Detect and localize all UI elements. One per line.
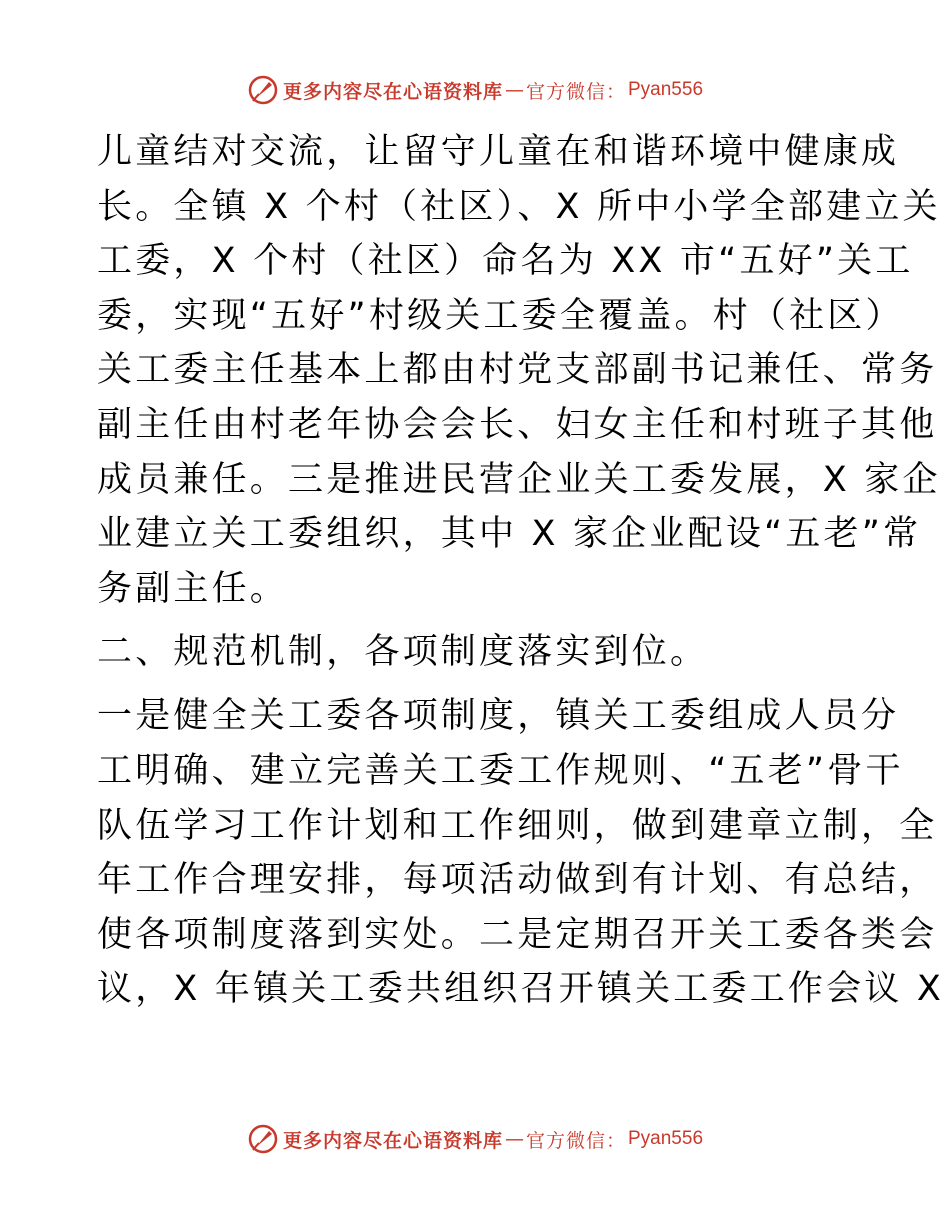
text-line: 委，实现“五好”村级关工委全覆盖。村（社区） (97, 295, 904, 336)
footer-banner-text: 更多内容尽在心语资料库 (282, 1129, 503, 1152)
header-separator: — (504, 79, 524, 101)
header-banner-text: 更多内容尽在心语资料库 (282, 80, 503, 103)
text-line: 一是健全关工委各项制度，镇关工委组成人员分 (97, 696, 900, 737)
paragraph-2 (97, 689, 945, 1017)
text-line: 工委，X 个村（社区）命名为 XX 市“五好”关工 (97, 241, 914, 282)
paragraph-1 (97, 125, 941, 616)
text-line: 关工委主任基本上都由村党支部副书记兼任、常务 (97, 350, 938, 391)
section-heading: 二、规范机制，各项制度落实到位。 (97, 632, 709, 673)
text-line: 长。全镇 X 个村（社区）、X 所中小学全部建立关 (97, 186, 941, 227)
quill-pen-logo-icon (247, 1123, 279, 1155)
header-wechat-id: Pyan556 (628, 79, 704, 100)
document-body (97, 125, 945, 1017)
text-line: 儿童结对交流，让留守儿童在和谐环境中健康成 (97, 132, 900, 172)
footer-wechat-label: 官方微信： (525, 1129, 626, 1152)
text-line: 成员兼任。三是推进民营企业关工委发展，X 家企 (97, 459, 941, 500)
text-line: 议，X 年镇关工委共组织召开镇关工委工作会议 X (97, 969, 945, 1010)
header-wechat-label: 官方微信： (525, 80, 626, 103)
text-line: 年工作合理安排，每项活动做到有计划、有总结， (97, 860, 938, 901)
text-line: 工明确、建立完善关工委工作规则、“五老”骨干 (97, 750, 904, 791)
quill-pen-logo-icon (247, 74, 279, 106)
text-line: 使各项制度落到实处。二是定期召开关工委各类会 (97, 914, 938, 955)
footer-separator: — (504, 1128, 524, 1150)
text-line: 队伍学习工作计划和工作细则，做到建章立制，全 (97, 805, 938, 846)
header-banner (0, 70, 950, 110)
text-line: 业建立关工委组织，其中 X 家企业配设“五老”常 (97, 514, 922, 555)
text-line: 务副主任。 (97, 568, 289, 609)
footer-wechat-id: Pyan556 (628, 1128, 704, 1149)
text-line: 副主任由村老年协会会长、妇女主任和村班子其他 (97, 404, 938, 445)
footer-banner (0, 1119, 950, 1159)
